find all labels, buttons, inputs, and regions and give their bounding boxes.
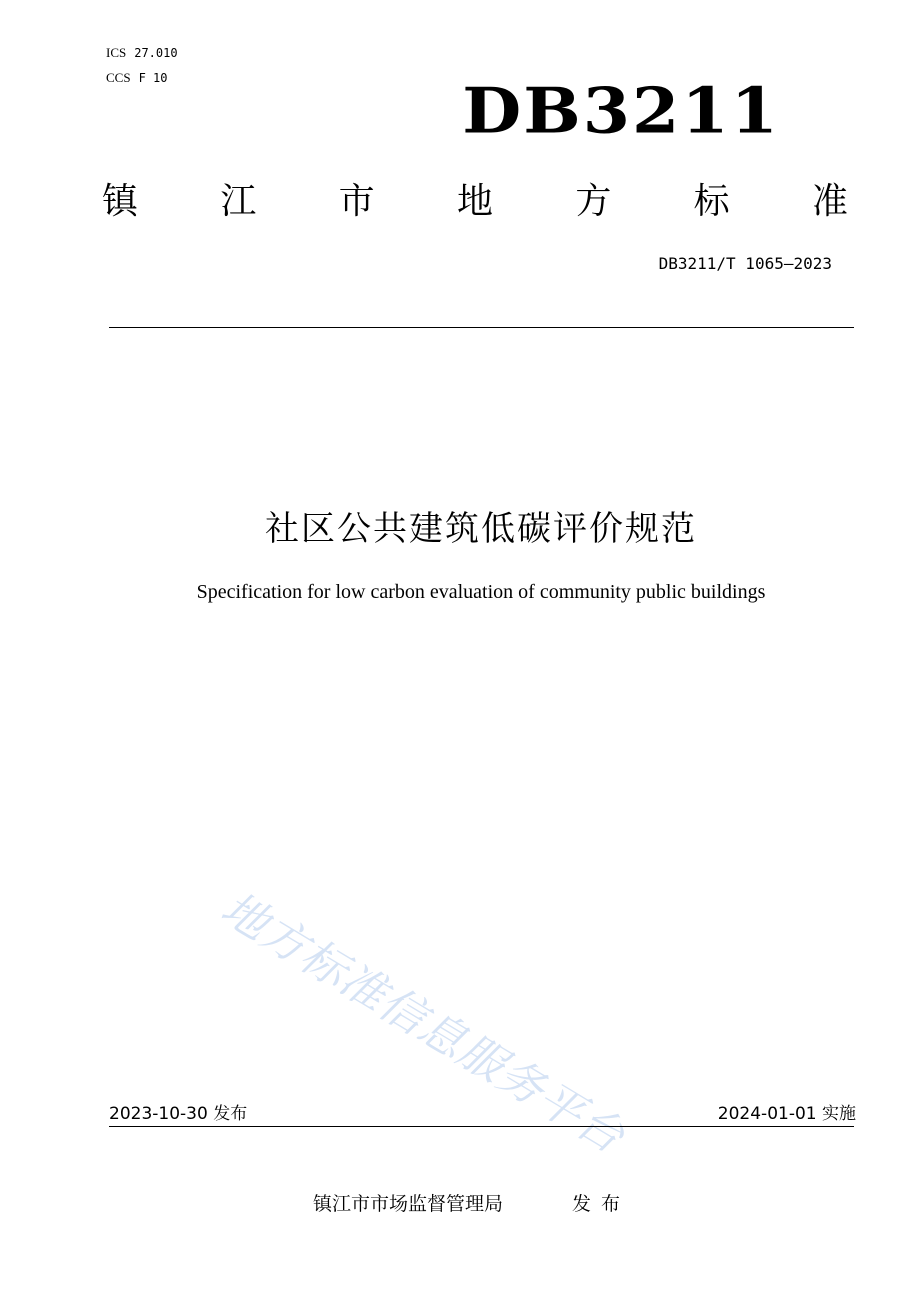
- publish-date: 2023-10-30 发布: [109, 1104, 248, 1124]
- top-divider: [109, 327, 854, 328]
- implement-date: 2024-01-01 实施: [717, 1104, 856, 1124]
- watermark: 地方标准信息服务平台: [212, 881, 634, 1164]
- bottom-divider: [109, 1126, 854, 1127]
- standard-kind-char: 方: [575, 181, 612, 222]
- issuer-action: 发布: [572, 1193, 631, 1215]
- document-title-en: Specification for low carbon evaluation of community public buildings: [196, 581, 766, 603]
- document-title-cn: 社区公共建筑低碳评价规范: [265, 509, 697, 549]
- standard-kind-char: 准: [811, 181, 848, 222]
- standard-kind-char: 标: [693, 181, 730, 222]
- standard-kind-char: 市: [338, 181, 375, 222]
- standard-kind-char: 地: [456, 181, 493, 222]
- standard-kind-heading: [102, 180, 848, 224]
- ccs-label: CCS: [106, 70, 131, 85]
- ccs-code: F 10: [138, 71, 168, 85]
- standard-number: DB3211/T 1065—2023: [658, 254, 832, 273]
- standard-kind-char: 镇: [102, 181, 139, 222]
- ics-label: ICS: [106, 45, 127, 60]
- standard-kind-char: 江: [220, 181, 257, 222]
- ics-classification: [106, 45, 178, 61]
- ics-code: 27.010: [134, 46, 178, 60]
- issuer-name: 镇江市市场监督管理局: [313, 1193, 504, 1215]
- standard-logo: DB3211: [462, 74, 780, 149]
- ccs-classification: [106, 70, 167, 86]
